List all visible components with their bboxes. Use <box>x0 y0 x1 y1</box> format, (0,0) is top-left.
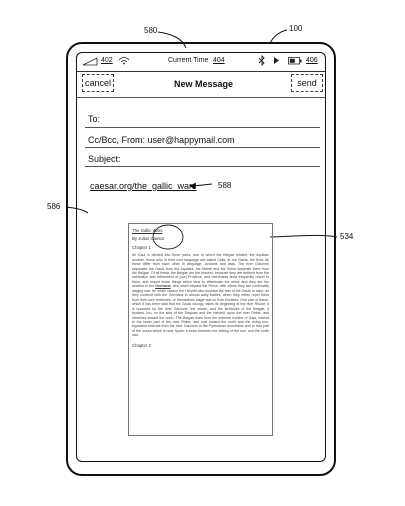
doc-paragraph-1: All Gaul is divided into three parts, one of which the Belgae inhabit, the Aquitani another, those who in their own language are called Celts, in our Gauls, the third. All these differ from each other in language, customs and laws. The river Garonne separates the Gauls from the Aquitani; the Marne and the Seine separate them from the Belgae. Of all these, the Belgae are the bravest, because they are furthest from the civilization and refinement of [our] Province, and merchants least frequently resort to them, and import those things which tend to effeminate the mind; and they are the nearest to the <box>132 253 269 289</box>
page-title: New Message <box>174 79 234 89</box>
signal-icon <box>82 57 98 66</box>
doc-body <box>132 253 269 338</box>
send-button[interactable]: send <box>291 74 323 92</box>
doc-chapter-2: Chapter 2 <box>132 342 151 348</box>
nav-divider <box>77 97 325 98</box>
battery-ref: 406 <box>306 57 318 64</box>
wifi-icon <box>118 56 130 65</box>
time-ref: 404 <box>213 57 225 64</box>
ref-label-534: 534 <box>340 232 354 241</box>
selection-circle <box>150 222 186 252</box>
doc-title: The Gallic Wars <box>132 228 163 233</box>
cc-divider <box>85 147 320 148</box>
doc-chapter-1: Chapter 1 <box>132 244 151 250</box>
message-link[interactable]: caesar.org/the_gallic_wars <box>90 181 197 191</box>
to-divider <box>85 127 320 128</box>
ref-label-580: 580 <box>144 26 158 35</box>
play-icon <box>273 56 280 65</box>
ref-label-586: 586 <box>47 202 61 211</box>
subject-divider <box>85 166 320 167</box>
cc-from-field[interactable]: Cc/Bcc, From: user@happymail.com <box>88 135 235 145</box>
doc-highlight-word[interactable]: Germans <box>155 284 171 289</box>
subject-field[interactable]: Subject: <box>88 154 121 164</box>
bluetooth-icon <box>258 55 266 66</box>
current-time-label: Current Time <box>168 57 209 64</box>
battery-icon <box>288 57 302 65</box>
ref-label-100: 100 <box>289 24 303 33</box>
doc-author: By Julius Caesar <box>132 236 165 242</box>
ref-label-588: 588 <box>218 181 232 190</box>
signal-ref: 402 <box>101 57 113 64</box>
doc-paragraph-2: , who dwell beyond the Rhine, with whom they are continually waging war; for which reason the Helvetii also surpass the rest of the Gauls in valor, as they contend with the Germans in almost daily battles, when they either repel them from their own territories, or themselves wage war on their frontiers. One part of these, which it has been said that the Gauls occupy, takes its beginning at the river Rhone; it is bounded by the river Garonne, the ocean, and the territories of the Belgae; it borders, too, on the side of the Sequani and the Helvetii, upon the river Rhine, and stretches toward the north. The Belgae rises from the extreme frontier of Gaul, extend to the lower part of the river Rhine; and look toward the north and the rising sun. Aquitania extends from the river Garonne to the Pyrenaean mountains and to that part of the ocean which is near Spain: it looks between the setting of the sun, and the north star. <box>132 284 269 338</box>
to-field[interactable]: To: <box>88 114 101 124</box>
document-preview[interactable] <box>128 223 273 436</box>
cancel-button[interactable]: cancel <box>82 74 114 92</box>
